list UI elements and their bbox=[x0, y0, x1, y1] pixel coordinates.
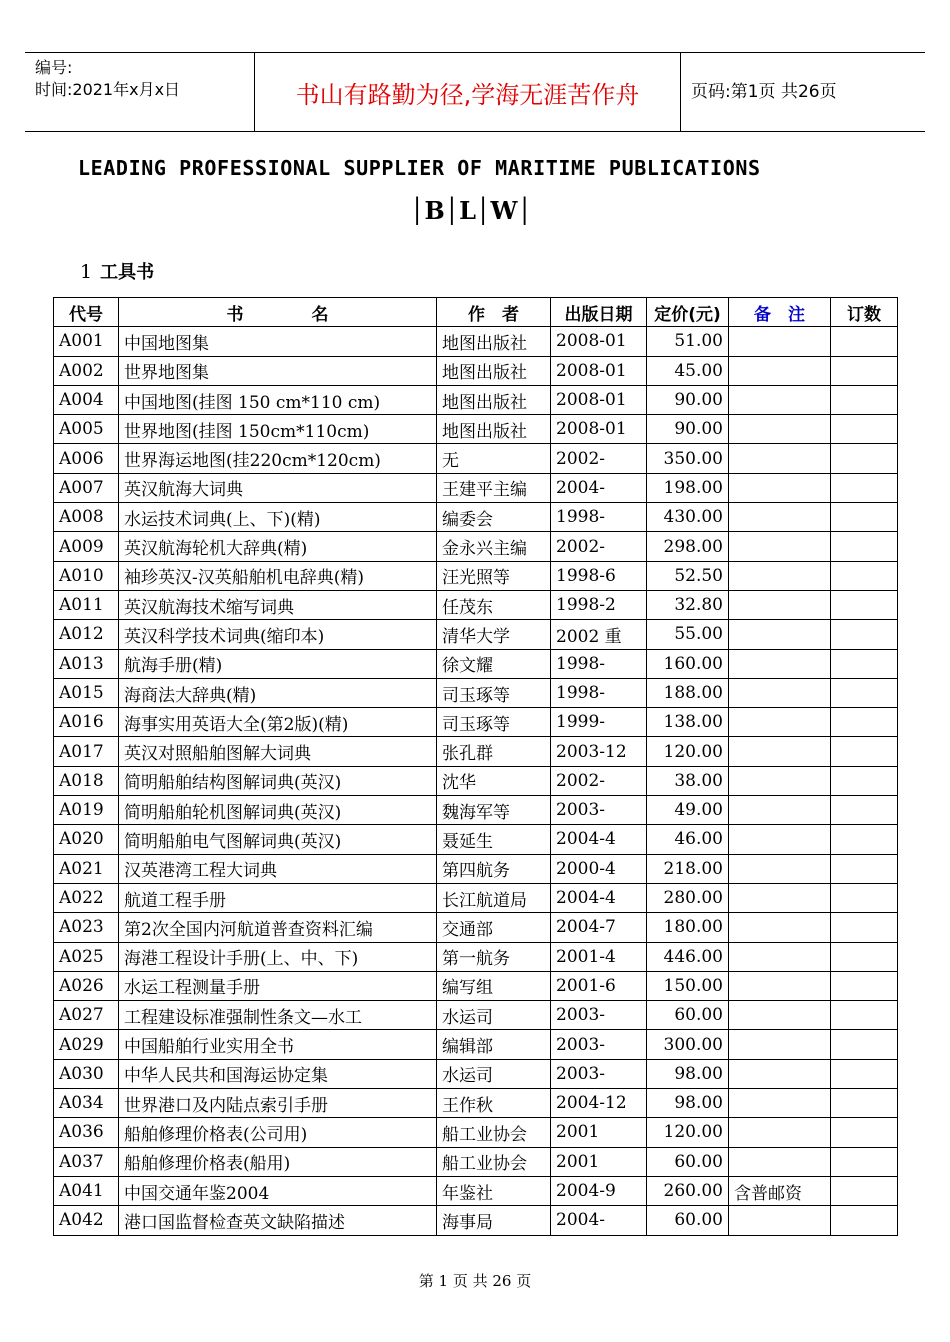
cell-date: 2002- bbox=[551, 532, 647, 561]
section-number: 1 bbox=[80, 261, 93, 283]
page-info: 页码:第1页 共26页 bbox=[691, 82, 837, 102]
cell-remark bbox=[729, 1206, 831, 1235]
cell-price: 52.50 bbox=[647, 561, 729, 590]
col-header-price: 定价(元) bbox=[647, 298, 729, 327]
cell-code: A002 bbox=[54, 356, 119, 385]
cell-author: 聂延生 bbox=[437, 825, 551, 854]
cell-remark bbox=[729, 942, 831, 971]
cell-code: A006 bbox=[54, 444, 119, 473]
page-header bbox=[25, 52, 925, 132]
cell-date: 2002- bbox=[551, 766, 647, 795]
table-row bbox=[54, 942, 898, 971]
cell-remark bbox=[729, 590, 831, 619]
table-row bbox=[54, 444, 898, 473]
cell-remark bbox=[729, 766, 831, 795]
cell-author: 司玉琢等 bbox=[437, 678, 551, 707]
motto: 书山有路勤为径,学海无涯苦作舟 bbox=[295, 80, 640, 109]
cell-order[interactable] bbox=[831, 1176, 898, 1205]
cell-author: 任茂东 bbox=[437, 590, 551, 619]
cell-author: 地图出版社 bbox=[437, 385, 551, 414]
cell-order[interactable] bbox=[831, 327, 898, 356]
cell-title: 英汉航海大词典 bbox=[119, 473, 437, 502]
cell-title: 英汉科学技术词典(缩印本) bbox=[119, 620, 437, 649]
cell-order[interactable] bbox=[831, 649, 898, 678]
cell-price: 98.00 bbox=[647, 1059, 729, 1088]
cell-remark bbox=[729, 1059, 831, 1088]
cell-code: A017 bbox=[54, 737, 119, 766]
cell-author: 汪光照等 bbox=[437, 561, 551, 590]
cell-code: A016 bbox=[54, 708, 119, 737]
cell-date: 1999- bbox=[551, 708, 647, 737]
cell-title: 简明船舶结构图解词典(英汉) bbox=[119, 766, 437, 795]
cell-order[interactable] bbox=[831, 356, 898, 385]
cell-author: 第一航务 bbox=[437, 942, 551, 971]
col-header-title: 书 名 bbox=[119, 298, 437, 327]
cell-code: A036 bbox=[54, 1118, 119, 1147]
table-row bbox=[54, 620, 898, 649]
table-row bbox=[54, 649, 898, 678]
cell-title: 第2次全国内河航道普查资料汇编 bbox=[119, 913, 437, 942]
table-row bbox=[54, 473, 898, 502]
cell-order[interactable] bbox=[831, 1059, 898, 1088]
cell-order[interactable] bbox=[831, 503, 898, 532]
cell-remark bbox=[729, 1118, 831, 1147]
cell-code: A005 bbox=[54, 415, 119, 444]
col-header-order: 订数 bbox=[831, 298, 898, 327]
cell-order[interactable] bbox=[831, 825, 898, 854]
cell-price: 298.00 bbox=[647, 532, 729, 561]
col-header-author: 作 者 bbox=[437, 298, 551, 327]
cell-author: 长江航道局 bbox=[437, 883, 551, 912]
cell-date: 2008-01 bbox=[551, 327, 647, 356]
book-table bbox=[53, 297, 898, 1236]
cell-remark bbox=[729, 356, 831, 385]
cell-title: 航道工程手册 bbox=[119, 883, 437, 912]
cell-code: A034 bbox=[54, 1089, 119, 1118]
cell-date: 2004-4 bbox=[551, 883, 647, 912]
cell-date: 2003- bbox=[551, 1030, 647, 1059]
table-row bbox=[54, 708, 898, 737]
cell-order[interactable] bbox=[831, 590, 898, 619]
cell-author: 魏海军等 bbox=[437, 796, 551, 825]
table-row bbox=[54, 561, 898, 590]
cell-date: 2001-6 bbox=[551, 971, 647, 1000]
cell-title: 中国船舶行业实用全书 bbox=[119, 1030, 437, 1059]
page-footer: 第 1 页 共 26 页 bbox=[418, 1272, 532, 1290]
cell-code: A015 bbox=[54, 678, 119, 707]
cell-code: A001 bbox=[54, 327, 119, 356]
cell-price: 120.00 bbox=[647, 737, 729, 766]
cell-date: 2001 bbox=[551, 1118, 647, 1147]
cell-date: 1998- bbox=[551, 678, 647, 707]
cell-order[interactable] bbox=[831, 942, 898, 971]
cell-date: 2004-9 bbox=[551, 1176, 647, 1205]
cell-price: 60.00 bbox=[647, 1147, 729, 1176]
cell-code: A011 bbox=[54, 590, 119, 619]
table-row bbox=[54, 825, 898, 854]
cell-price: 180.00 bbox=[647, 913, 729, 942]
table-row bbox=[54, 883, 898, 912]
table-row bbox=[54, 678, 898, 707]
cell-author: 交通部 bbox=[437, 913, 551, 942]
cell-code: A020 bbox=[54, 825, 119, 854]
table-row bbox=[54, 766, 898, 795]
cell-author: 司玉琢等 bbox=[437, 708, 551, 737]
cell-order[interactable] bbox=[831, 385, 898, 414]
cell-title: 航海手册(精) bbox=[119, 649, 437, 678]
cell-title: 世界地图(挂图 150cm*110cm) bbox=[119, 415, 437, 444]
cell-title: 袖珍英汉-汉英船舶机电辞典(精) bbox=[119, 561, 437, 590]
cell-author: 编委会 bbox=[437, 503, 551, 532]
cell-order[interactable] bbox=[831, 1206, 898, 1235]
cell-author: 金永兴主编 bbox=[437, 532, 551, 561]
cell-order[interactable] bbox=[831, 854, 898, 883]
cell-code: A009 bbox=[54, 532, 119, 561]
cell-code: A027 bbox=[54, 1001, 119, 1030]
cell-author: 地图出版社 bbox=[437, 356, 551, 385]
cell-order[interactable] bbox=[831, 1147, 898, 1176]
cell-date: 2004- bbox=[551, 1206, 647, 1235]
cell-code: A041 bbox=[54, 1176, 119, 1205]
cell-order[interactable] bbox=[831, 766, 898, 795]
cell-author: 地图出版社 bbox=[437, 327, 551, 356]
cell-order[interactable] bbox=[831, 561, 898, 590]
cell-remark bbox=[729, 883, 831, 912]
cell-title: 英汉航海轮机大辞典(精) bbox=[119, 532, 437, 561]
cell-order[interactable] bbox=[831, 913, 898, 942]
cell-remark bbox=[729, 1030, 831, 1059]
cell-title: 工程建设标准强制性条文—水工 bbox=[119, 1001, 437, 1030]
cell-date: 1998-6 bbox=[551, 561, 647, 590]
cell-order[interactable] bbox=[831, 444, 898, 473]
cell-author: 水运司 bbox=[437, 1059, 551, 1088]
cell-price: 160.00 bbox=[647, 649, 729, 678]
cell-price: 300.00 bbox=[647, 1030, 729, 1059]
cell-date: 2002 重 bbox=[551, 620, 647, 649]
table-row bbox=[54, 1059, 898, 1088]
cell-code: A030 bbox=[54, 1059, 119, 1088]
table-row bbox=[54, 913, 898, 942]
cell-remark bbox=[729, 913, 831, 942]
table-row bbox=[54, 356, 898, 385]
cell-remark bbox=[729, 415, 831, 444]
cell-title: 英汉对照船舶图解大词典 bbox=[119, 737, 437, 766]
cell-title: 简明船舶电气图解词典(英汉) bbox=[119, 825, 437, 854]
cell-price: 198.00 bbox=[647, 473, 729, 502]
cell-author: 编辑部 bbox=[437, 1030, 551, 1059]
table-row bbox=[54, 1030, 898, 1059]
header-meta bbox=[35, 57, 180, 101]
cell-price: 49.00 bbox=[647, 796, 729, 825]
cell-date: 2003- bbox=[551, 796, 647, 825]
cell-order[interactable] bbox=[831, 1089, 898, 1118]
cell-title: 海商法大辞典(精) bbox=[119, 678, 437, 707]
cell-price: 32.80 bbox=[647, 590, 729, 619]
col-header-code: 代号 bbox=[54, 298, 119, 327]
cell-code: A021 bbox=[54, 854, 119, 883]
cell-price: 188.00 bbox=[647, 678, 729, 707]
cell-code: A008 bbox=[54, 503, 119, 532]
section-title: 工具书 bbox=[100, 262, 155, 283]
table-row bbox=[54, 590, 898, 619]
cell-price: 138.00 bbox=[647, 708, 729, 737]
cell-order[interactable] bbox=[831, 532, 898, 561]
cell-author: 船工业协会 bbox=[437, 1118, 551, 1147]
brand-tagline: LEADING PROFESSIONAL SUPPLIER OF MARITIME PUBLICATIONS bbox=[78, 156, 761, 180]
section-heading bbox=[80, 258, 154, 284]
cell-title: 水运技术词典(上、下)(精) bbox=[119, 503, 437, 532]
cell-price: 45.00 bbox=[647, 356, 729, 385]
cell-code: A023 bbox=[54, 913, 119, 942]
table-row bbox=[54, 532, 898, 561]
cell-author: 编写组 bbox=[437, 971, 551, 1000]
cell-date: 2008-01 bbox=[551, 356, 647, 385]
cell-code: A025 bbox=[54, 942, 119, 971]
cell-code: A013 bbox=[54, 649, 119, 678]
cell-remark bbox=[729, 708, 831, 737]
cell-remark bbox=[729, 620, 831, 649]
cell-order[interactable] bbox=[831, 1118, 898, 1147]
cell-date: 2004-12 bbox=[551, 1089, 647, 1118]
cell-remark bbox=[729, 854, 831, 883]
cell-title: 海港工程设计手册(上、中、下) bbox=[119, 942, 437, 971]
cell-order[interactable] bbox=[831, 796, 898, 825]
table-row bbox=[54, 1001, 898, 1030]
cell-order[interactable] bbox=[831, 708, 898, 737]
cell-remark bbox=[729, 1089, 831, 1118]
cell-order[interactable] bbox=[831, 971, 898, 1000]
table-row bbox=[54, 854, 898, 883]
cell-date: 2003-12 bbox=[551, 737, 647, 766]
cell-remark bbox=[729, 473, 831, 502]
cell-author: 地图出版社 bbox=[437, 415, 551, 444]
cell-date: 2004-7 bbox=[551, 913, 647, 942]
cell-date: 2003- bbox=[551, 1001, 647, 1030]
table-body bbox=[54, 327, 898, 1235]
cell-date: 2004-4 bbox=[551, 825, 647, 854]
cell-code: A004 bbox=[54, 385, 119, 414]
cell-title: 船舶修理价格表(船用) bbox=[119, 1147, 437, 1176]
cell-price: 120.00 bbox=[647, 1118, 729, 1147]
cell-remark bbox=[729, 649, 831, 678]
cell-remark bbox=[729, 327, 831, 356]
cell-remark bbox=[729, 1001, 831, 1030]
cell-title: 汉英港湾工程大词典 bbox=[119, 854, 437, 883]
divider bbox=[680, 53, 681, 131]
cell-date: 2003- bbox=[551, 1059, 647, 1088]
cell-author: 沈华 bbox=[437, 766, 551, 795]
cell-date: 2002- bbox=[551, 444, 647, 473]
cell-code: A019 bbox=[54, 796, 119, 825]
cell-price: 90.00 bbox=[647, 385, 729, 414]
cell-remark bbox=[729, 825, 831, 854]
cell-title: 中国地图(挂图 150 cm*110 cm) bbox=[119, 385, 437, 414]
cell-code: A037 bbox=[54, 1147, 119, 1176]
cell-title: 中国交通年鉴2004 bbox=[119, 1176, 437, 1205]
table-row bbox=[54, 327, 898, 356]
cell-title: 世界港口及内陆点索引手册 bbox=[119, 1089, 437, 1118]
cell-author: 无 bbox=[437, 444, 551, 473]
cell-title: 港口国监督检查英文缺陷描述 bbox=[119, 1206, 437, 1235]
cell-order[interactable] bbox=[831, 1001, 898, 1030]
cell-remark: 含普邮资 bbox=[729, 1176, 831, 1205]
table-row bbox=[54, 1089, 898, 1118]
cell-code: A042 bbox=[54, 1206, 119, 1235]
cell-author: 王建平主编 bbox=[437, 473, 551, 502]
cell-remark bbox=[729, 503, 831, 532]
cell-code: A010 bbox=[54, 561, 119, 590]
cell-title: 水运工程测量手册 bbox=[119, 971, 437, 1000]
cell-price: 446.00 bbox=[647, 942, 729, 971]
cell-date: 1998- bbox=[551, 503, 647, 532]
cell-price: 350.00 bbox=[647, 444, 729, 473]
cell-author: 水运司 bbox=[437, 1001, 551, 1030]
cell-author: 王作秋 bbox=[437, 1089, 551, 1118]
cell-price: 260.00 bbox=[647, 1176, 729, 1205]
table-row bbox=[54, 971, 898, 1000]
table-row bbox=[54, 503, 898, 532]
cell-remark bbox=[729, 796, 831, 825]
cell-price: 430.00 bbox=[647, 503, 729, 532]
cell-author: 年鉴社 bbox=[437, 1176, 551, 1205]
cell-order[interactable] bbox=[831, 678, 898, 707]
cell-author: 船工业协会 bbox=[437, 1147, 551, 1176]
cell-remark bbox=[729, 385, 831, 414]
table-row bbox=[54, 1118, 898, 1147]
table-row bbox=[54, 796, 898, 825]
table-header-row bbox=[54, 298, 898, 327]
cell-price: 38.00 bbox=[647, 766, 729, 795]
cell-price: 60.00 bbox=[647, 1001, 729, 1030]
cell-price: 55.00 bbox=[647, 620, 729, 649]
cell-remark bbox=[729, 561, 831, 590]
cell-remark bbox=[729, 678, 831, 707]
cell-order[interactable] bbox=[831, 620, 898, 649]
table-row bbox=[54, 737, 898, 766]
table-row bbox=[54, 385, 898, 414]
cell-date: 2001 bbox=[551, 1147, 647, 1176]
cell-order[interactable] bbox=[831, 473, 898, 502]
cell-order[interactable] bbox=[831, 883, 898, 912]
cell-remark bbox=[729, 971, 831, 1000]
table-row bbox=[54, 1176, 898, 1205]
table-row bbox=[54, 1206, 898, 1235]
cell-author: 第四航务 bbox=[437, 854, 551, 883]
table-row bbox=[54, 415, 898, 444]
cell-title: 世界地图集 bbox=[119, 356, 437, 385]
cell-remark bbox=[729, 444, 831, 473]
number-label: 编号: bbox=[35, 58, 73, 77]
cell-author: 张孔群 bbox=[437, 737, 551, 766]
blw-logo: │B│L│W│ bbox=[410, 196, 532, 225]
cell-date: 1998- bbox=[551, 649, 647, 678]
cell-price: 90.00 bbox=[647, 415, 729, 444]
cell-remark bbox=[729, 737, 831, 766]
cell-date: 2000-4 bbox=[551, 854, 647, 883]
cell-code: A026 bbox=[54, 971, 119, 1000]
cell-title: 海事实用英语大全(第2版)(精) bbox=[119, 708, 437, 737]
cell-title: 简明船舶轮机图解词典(英汉) bbox=[119, 796, 437, 825]
cell-order[interactable] bbox=[831, 1030, 898, 1059]
cell-title: 船舶修理价格表(公司用) bbox=[119, 1118, 437, 1147]
col-header-remark: 备 注 bbox=[729, 298, 831, 327]
cell-title: 英汉航海技术缩写词典 bbox=[119, 590, 437, 619]
cell-author: 徐文耀 bbox=[437, 649, 551, 678]
cell-remark bbox=[729, 532, 831, 561]
cell-code: A018 bbox=[54, 766, 119, 795]
cell-price: 46.00 bbox=[647, 825, 729, 854]
col-header-date: 出版日期 bbox=[551, 298, 647, 327]
cell-code: A007 bbox=[54, 473, 119, 502]
cell-title: 中国地图集 bbox=[119, 327, 437, 356]
cell-code: A012 bbox=[54, 620, 119, 649]
cell-price: 51.00 bbox=[647, 327, 729, 356]
cell-date: 2001-4 bbox=[551, 942, 647, 971]
cell-date: 1998-2 bbox=[551, 590, 647, 619]
cell-order[interactable] bbox=[831, 737, 898, 766]
cell-date: 2008-01 bbox=[551, 415, 647, 444]
cell-code: A029 bbox=[54, 1030, 119, 1059]
cell-price: 60.00 bbox=[647, 1206, 729, 1235]
cell-price: 280.00 bbox=[647, 883, 729, 912]
cell-code: A022 bbox=[54, 883, 119, 912]
cell-price: 218.00 bbox=[647, 854, 729, 883]
cell-remark bbox=[729, 1147, 831, 1176]
cell-order[interactable] bbox=[831, 415, 898, 444]
cell-price: 98.00 bbox=[647, 1089, 729, 1118]
cell-title: 中华人民共和国海运协定集 bbox=[119, 1059, 437, 1088]
cell-title: 世界海运地图(挂220cm*120cm) bbox=[119, 444, 437, 473]
cell-price: 150.00 bbox=[647, 971, 729, 1000]
cell-author: 海事局 bbox=[437, 1206, 551, 1235]
time-label: 时间:2021年x月x日 bbox=[35, 80, 181, 99]
cell-author: 清华大学 bbox=[437, 620, 551, 649]
table-row bbox=[54, 1147, 898, 1176]
cell-date: 2004- bbox=[551, 473, 647, 502]
cell-date: 2008-01 bbox=[551, 385, 647, 414]
